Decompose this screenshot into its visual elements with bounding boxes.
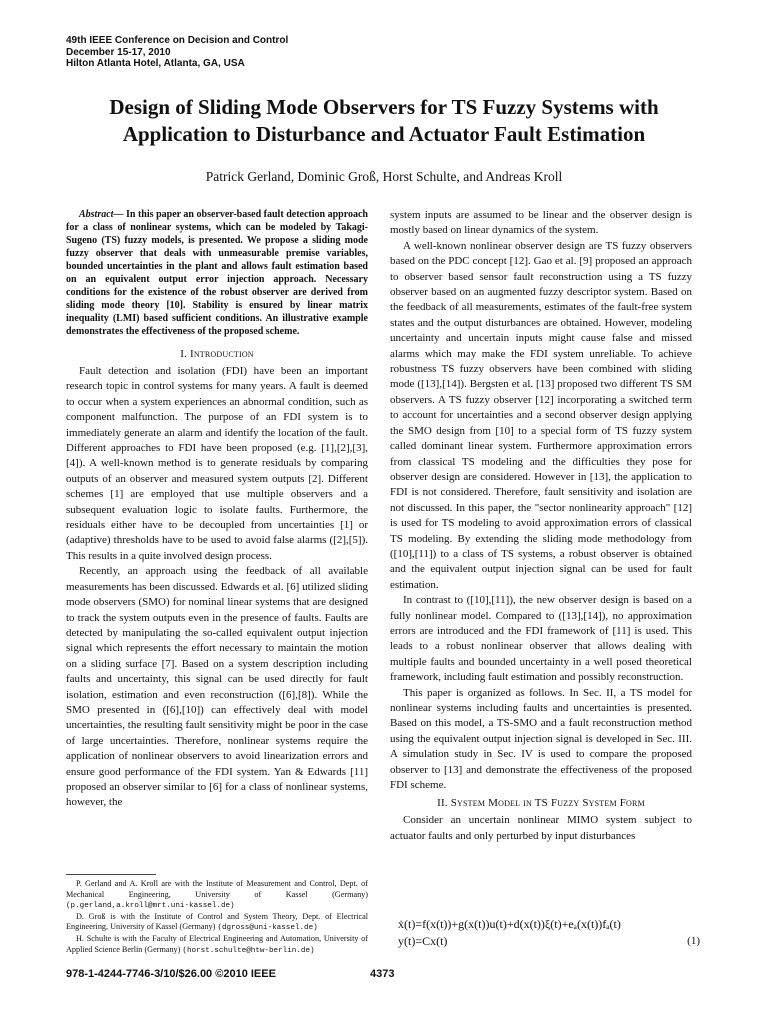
section-heading-introduction: I. Introduction	[180, 348, 254, 360]
abstract-text: — In this paper an observer-based fault detection approach for a class of nonlinear systems, which can be modeled by Takagi-Sugeno (TS) fuzzy models, is presented. We propose a sliding mode fuzzy observer that deals with unmeasurable premise variables, bounded uncertainties in the plant and allows fault estimation based on an equivalent output error injection approach. Necessary conditions for the existence of the robust observer are derived from sliding mode theory [10]. Stability is ensured by linear matrix inequality (LMI) based sufficient conditions. An illustrative example demonstrates the effectiveness of the proposed scheme.	[66, 209, 368, 337]
right-paragraph-2: A well-known nonlinear observer design are TS fuzzy observers based on the PDC concept [12]. Gao et al. [9] proposed an approach to observer based sensor fault reconstruction using a TS fuzzy observer based on an augmented fuzzy descriptor system. Based on the feedback of all measurements, estimates of the fault-free system states and the output disturbances are obtained. However, modeling uncertainty and uncertain inputs might cause false and missed alarms which may make the FDI system unreliable. To achieve robustness TS fuzzy observers have been combined with sliding mode ([13],[14]). Bergsten et al. [13] proposed two different TS SM observers. A TS fuzzy observer [12] incorporating a switched term to account for uncertainties and a second observer design applying the SMO design from [10] to a special form of TS fuzzy system called dominant linear system. Furthermore approximation errors from classical TS modeling and the difficulties they pose for observer design are considered. However in [13], the application to FDI is not considered. Therefore, fault sensitivity and isolation are not discussed. In this paper, the "sector nonlinearity approach" [12] is used for TS modeling to avoid approximation errors of classical TS modeling. By extending the sliding mode methodology from ([10],[11]) to a class of TS systems, a robust observer is obtained and the equivalent output injection signal can be used for fault estimation.	[390, 239, 692, 591]
footnote-1: P. Gerland and A. Kroll are with the Institute of Measurement and Control, Dept. of Mechanical Engineering, University of Kassel (Germany) (p.gerland,a.kroll@mrt.uni-kassel.de)	[66, 879, 368, 911]
conference-name: 49th IEEE Conference on Decision and Control	[66, 35, 289, 46]
model-intro-paragraph: Consider an uncertain nonlinear MIMO system subject to actuator faults and only perturbed by input disturbances	[390, 814, 692, 842]
conference-dates: December 15-17, 2010	[66, 46, 171, 58]
author-list: Patrick Gerland, Dominic Groß, Horst Schulte, and Andreas Kroll	[205, 169, 563, 184]
right-paragraph-4: This paper is organized as follows. In Sec. II, a TS model for nonlinear systems including faults and uncertainties is presented. Based on this model, a TS-SMO and a fault reconstruction method using the equivalent output injection signal is developed in Sec. III. A simulation study in Sec. IV is used to compare the proposed observer to [13] and demonstrate the effectiveness of the proposed FDI scheme.	[390, 686, 692, 792]
footnote-3-email: (horst.schulte@htw-berlin.de)	[182, 946, 315, 955]
isbn-copyright: 978-1-4244-7746-3/10/$26.00 ©2010 IEEE	[66, 968, 276, 980]
conference-header	[66, 35, 288, 70]
left-column	[66, 208, 368, 811]
footnote-2: D. Groß is with the Institute of Control and System Theory, Dept. of Electrical Engineering, University of Kassel (Germany) (dgross@uni-kassel.de)	[66, 911, 368, 933]
equation-number: (1)	[687, 935, 700, 947]
title-line-2: Application to Disturbance and Actuator Fault Estimation	[122, 122, 646, 146]
section-heading-system-model: II. System Model in TS Fuzzy System Form	[437, 797, 645, 810]
right-paragraph-3: In contrast to ([10],[11]), the new observer design is based on a fully nonlinear model. Compared to ([13],[14]), no approximation errors are introduced and the FDI framework of [11] is used. This leads to a robust nonlinear observer that allows dealing with multiple faults and bounded uncertainty in a well posed theoretical framework, including fault estimation and possibly reconstruction.	[390, 594, 692, 684]
footnotes	[66, 879, 368, 956]
right-paragraph-1: system inputs are assumed to be linear and the observer design is mostly based on linear dynamics of the system.	[390, 209, 692, 237]
page-number: 4373	[370, 968, 395, 980]
footnote-rule	[66, 874, 156, 875]
abstract	[66, 208, 368, 338]
equation-1	[398, 916, 700, 950]
footnote-3: H. Schulte is with the Faculty of Electrical Engineering and Automation, University of Applied Science Berlin (Germany) (horst.schulte@htw-berlin.de)	[66, 933, 368, 955]
intro-paragraph-2: Recently, an approach using the feedback of all available measurements has been discussed. Edwards et al. [6] utilized sliding mode observers (SMO) for nominal linear systems that are designed to track the system outputs even in the presence of faults. Faults are detected by manipulating the so-called equivalent output injection signal which represents the effort necessary to maintain the motion on a sliding surface [7]. Based on a system description including faults and uncertainty, this signal can be used directly for fault isolation, estimation and even reconstruction ([6],[8]). While the SMO presented in ([6],[10]) can effectively deal with model uncertainties, the resulting fault sensitivity might be poor in the case of large uncertainties. Therefore, nonlinear systems require the application of nonlinear observers to avoid linearization errors and ensure good performance of the FDI system. Yan & Edwards [11] proposed an observer similar to [6] for a class of nonlinear systems, however, the	[66, 565, 368, 809]
equation-line-1: ẋ(t)=f(x(t))+g(x(t))u(t)+d(x(t))ξ(t)+eₐ(x(t))fₐ(t)	[398, 917, 621, 931]
footnote-2-email: (dgross@uni-kassel.de)	[217, 924, 318, 933]
conference-venue: Hilton Atlanta Hotel, Atlanta, GA, USA	[66, 58, 245, 69]
intro-paragraph-1: Fault detection and isolation (FDI) have been an important research topic in control systems for many years. A fault is deemed to occur when a system experiences an abnormal condition, such as component malfunction. The purpose of an FDI system is to immediately generate an alarm and identify the location of the fault. Different approaches to FDI have been proposed (e.g. [1],[2],[3],[4]). A well-known method is to generate residuals by comparing outputs of an observer and measured system outputs [2]. Different schemes [1] are employed that use multiple observers and a subsequent evaluation logic to isolate faults. Furthermore, the residuals either have to be decoupled from uncertainties [1] or (adaptive) thresholds have to be used to avoid false alarms ([2],[5]). This results in a quite involved design process.	[66, 365, 368, 562]
title-line-1: Design of Sliding Mode Observers for TS Fuzzy Systems with	[109, 95, 659, 119]
equation-line-2: y(t)=Cx(t)	[398, 934, 448, 948]
abstract-label: Abstract	[79, 209, 114, 220]
footnote-1-email: (p.gerland,a.kroll@mrt.uni-kassel.de)	[66, 902, 235, 911]
paper-title	[66, 94, 702, 148]
right-column	[390, 208, 692, 844]
